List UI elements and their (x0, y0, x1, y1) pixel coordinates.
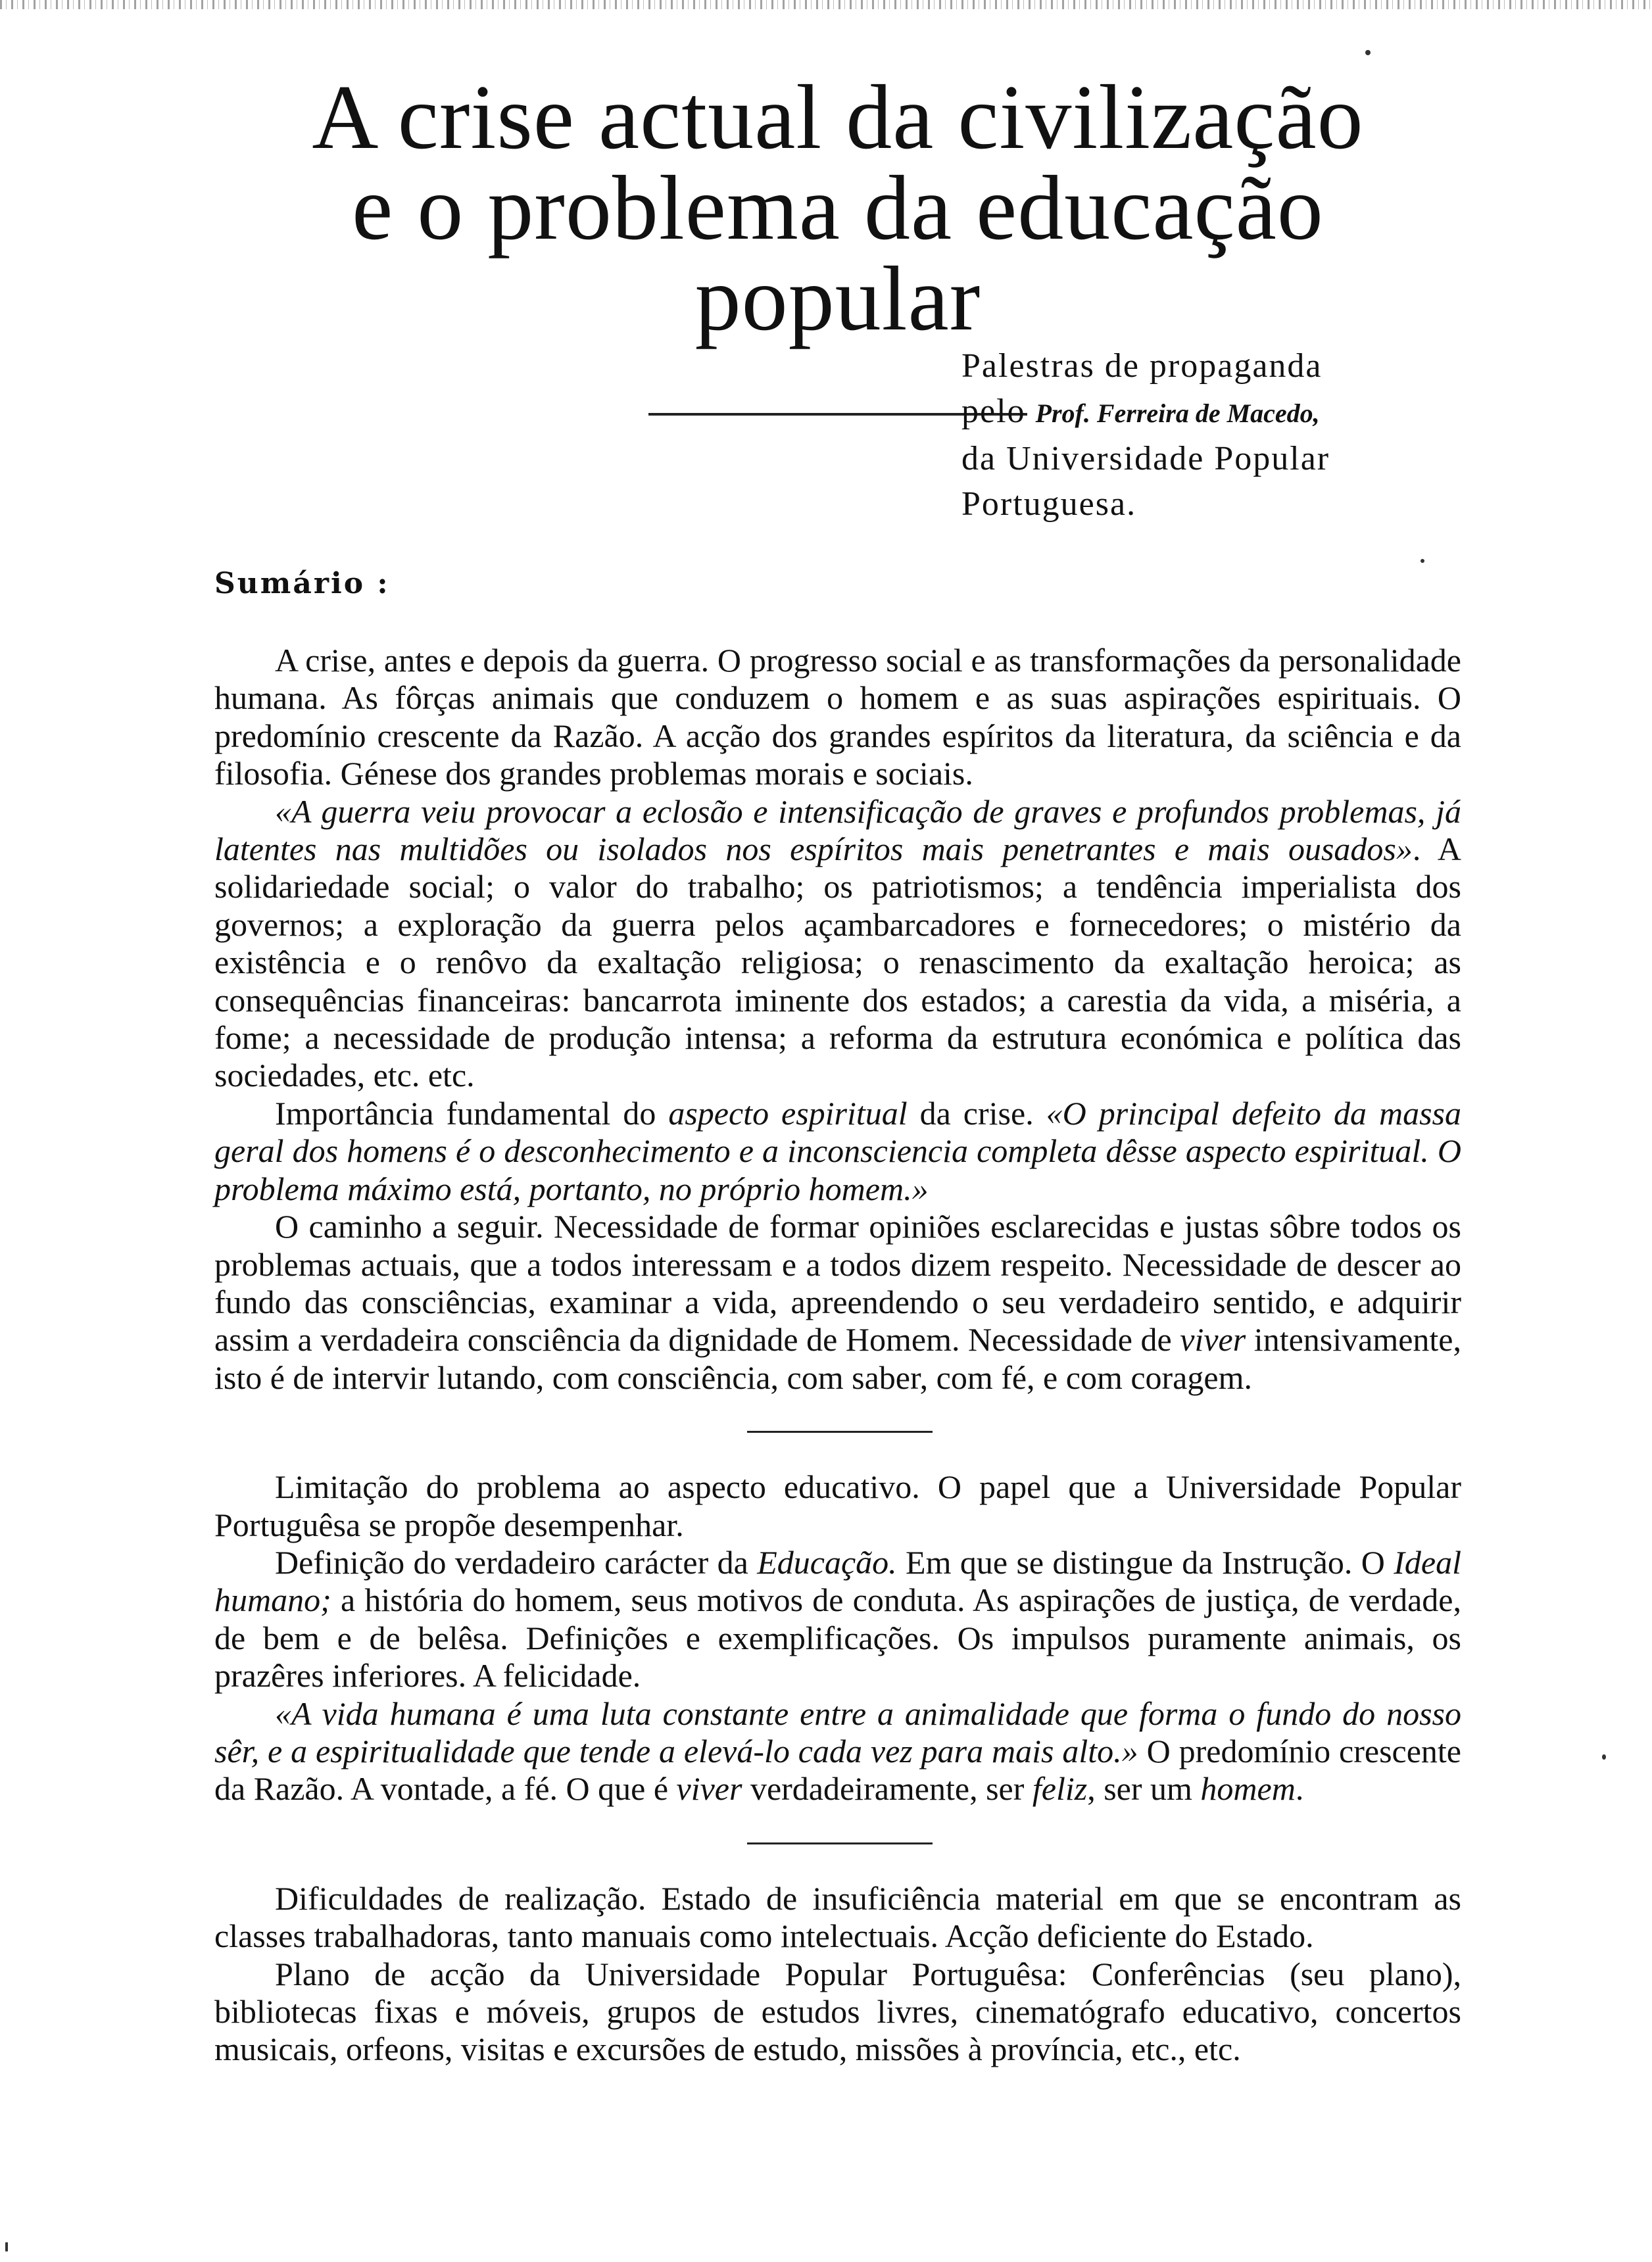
text: . (1295, 1770, 1304, 1808)
document-page (214, 66, 1461, 2068)
scan-edge-noise (0, 0, 1652, 9)
quote: «O principal defeito da massa geral dos homens é o desconhecimento e a inconsciencia completa dêsse aspecto espiritual. O problema máximo está, portanto, no próprio homem.» (214, 1094, 1461, 1207)
text: Definição do verdadeiro carácter da (275, 1543, 758, 1581)
emphasis: aspecto espiritual (668, 1094, 908, 1132)
section3-paragraph-2: Plano de acção da Universidade Popular Portuguêsa: Conferências (seu plano), bibliotecas fixas e móveis, grupos de estudos livres, cinematógrafo educativo, concertos musicais, orfeons, visitas e excursões de estudo, missões à província, etc., etc. (214, 1955, 1461, 2068)
section-divider (747, 1842, 933, 1844)
document-title (214, 66, 1461, 350)
byline-line-1: Palestras de propaganda (961, 347, 1323, 385)
text: Em que se distingue da Instrução. O (896, 1543, 1394, 1581)
section-divider (747, 1431, 933, 1433)
section1-paragraph-2 (214, 793, 1461, 1095)
text: , ser um (1087, 1770, 1201, 1808)
emphasis: viver (1180, 1321, 1246, 1359)
text: da crise. (907, 1094, 1046, 1132)
text: Importância fundamental do (275, 1094, 669, 1132)
section2-paragraph-3 (214, 1695, 1461, 1808)
text: a história do homem, seus motivos de conduta. As aspirações de justiça, de verdade, de bem e de belêsa. Definições e exemplificações. Os impulsos puramente animais, os prazêres inferiores. A felicidade. (214, 1581, 1461, 1695)
byline-line-3: da Universidade Popular (961, 440, 1330, 477)
text: . A solidariedade social; o valor do trabalho; os patriotismos; a tendência imperialista dos governos; a exploração da guerra pelos açambarcadores e fornecedores; o mistério da existência e o renôvo da exaltação religiosa; o renascimento da exaltação heroica; as consequências financeiras: bancarrota iminente dos estados; a carestia da vida, a miséria, a fome; a necessidade de produção intensa; a reforma da estrutura económica e política das sociedades, etc. etc. (214, 830, 1461, 1094)
byline-line-2 (961, 389, 1461, 436)
section3-paragraph-1: Dificuldades de realização. Estado de insuficiência material em que se encontram as classes trabalhadoras, tanto manuais como intelectuais. Acção deficiente do Estado. (214, 1879, 1461, 1955)
text: verdadeiramente, ser (742, 1770, 1032, 1808)
title-line-2: e o problema da educação popular (352, 157, 1324, 350)
scan-speck (1602, 1754, 1606, 1760)
emphasis: homem (1200, 1770, 1296, 1808)
text: O caminho a seguir. Necessidade de formar opiniões esclarecidas e justas sôbre todos os problemas actuais, que a todos interessam e a todos dizem respeito. Necessidade de descer ao fundo das consciências, examinar a vida, apreendendo o seu verdadeiro sentido, e adquirir assim a verdadeira consciência da dignidade de Homem. Necessidade de (214, 1208, 1461, 1359)
byline-prefix: pelo (961, 393, 1026, 430)
scan-speck (5, 2242, 8, 2251)
section2-paragraph-1: Limitação do problema ao aspecto educativo. O papel que a Universidade Popular Portuguêsa se propõe desempenhar. (214, 1468, 1461, 1543)
byline-line-4: Portuguesa. (961, 485, 1137, 523)
scan-speck (1365, 50, 1371, 55)
quote: «A vida humana é uma luta constante entre a animalidade que forma o fundo do nosso sêr, e a espiritualidade que tende a elevá-lo cada vez para mais alto.» (214, 1695, 1461, 1769)
scan-speck (1421, 559, 1424, 563)
section1-paragraph-3 (214, 1095, 1461, 1208)
text: O predomínio crescente da Razão. A vontade, a fé. O que é (214, 1732, 1461, 1808)
section1-paragraph-4 (214, 1208, 1461, 1397)
emphasis: Ideal humano; (214, 1543, 1461, 1619)
emphasis: Educação. (757, 1543, 897, 1581)
summary-heading: Sumário : (214, 567, 390, 600)
author-name: Prof. Ferreira de Macedo, (1035, 398, 1320, 428)
section2-paragraph-2 (214, 1544, 1461, 1695)
summary-body (214, 642, 1461, 2069)
emphasis: feliz (1032, 1770, 1088, 1808)
title-line-1: A crise actual da civilização (312, 66, 1364, 168)
text: intensivamente, isto é de intervir lutando, com consciência, com saber, com fé, e com coragem. (214, 1321, 1461, 1396)
quote: «A guerra veiu provocar a eclosão e intensificação de graves e profundos problemas, já latentes nas multidões ou isolados nos espíritos mais penetrantes e mais ousados» (214, 792, 1461, 868)
emphasis: viver (676, 1770, 742, 1808)
byline (961, 343, 1461, 527)
section1-paragraph-1: A crise, antes e depois da guerra. O progresso social e as transformações da personalidade humana. As fôrças animais que conduzem o homem e as suas aspirações espirituais. O predomínio crescente da Razão. A acção dos grandes espíritos da literatura, da sciência e da filosofia. Génese dos grandes problemas morais e sociais. (214, 642, 1461, 792)
